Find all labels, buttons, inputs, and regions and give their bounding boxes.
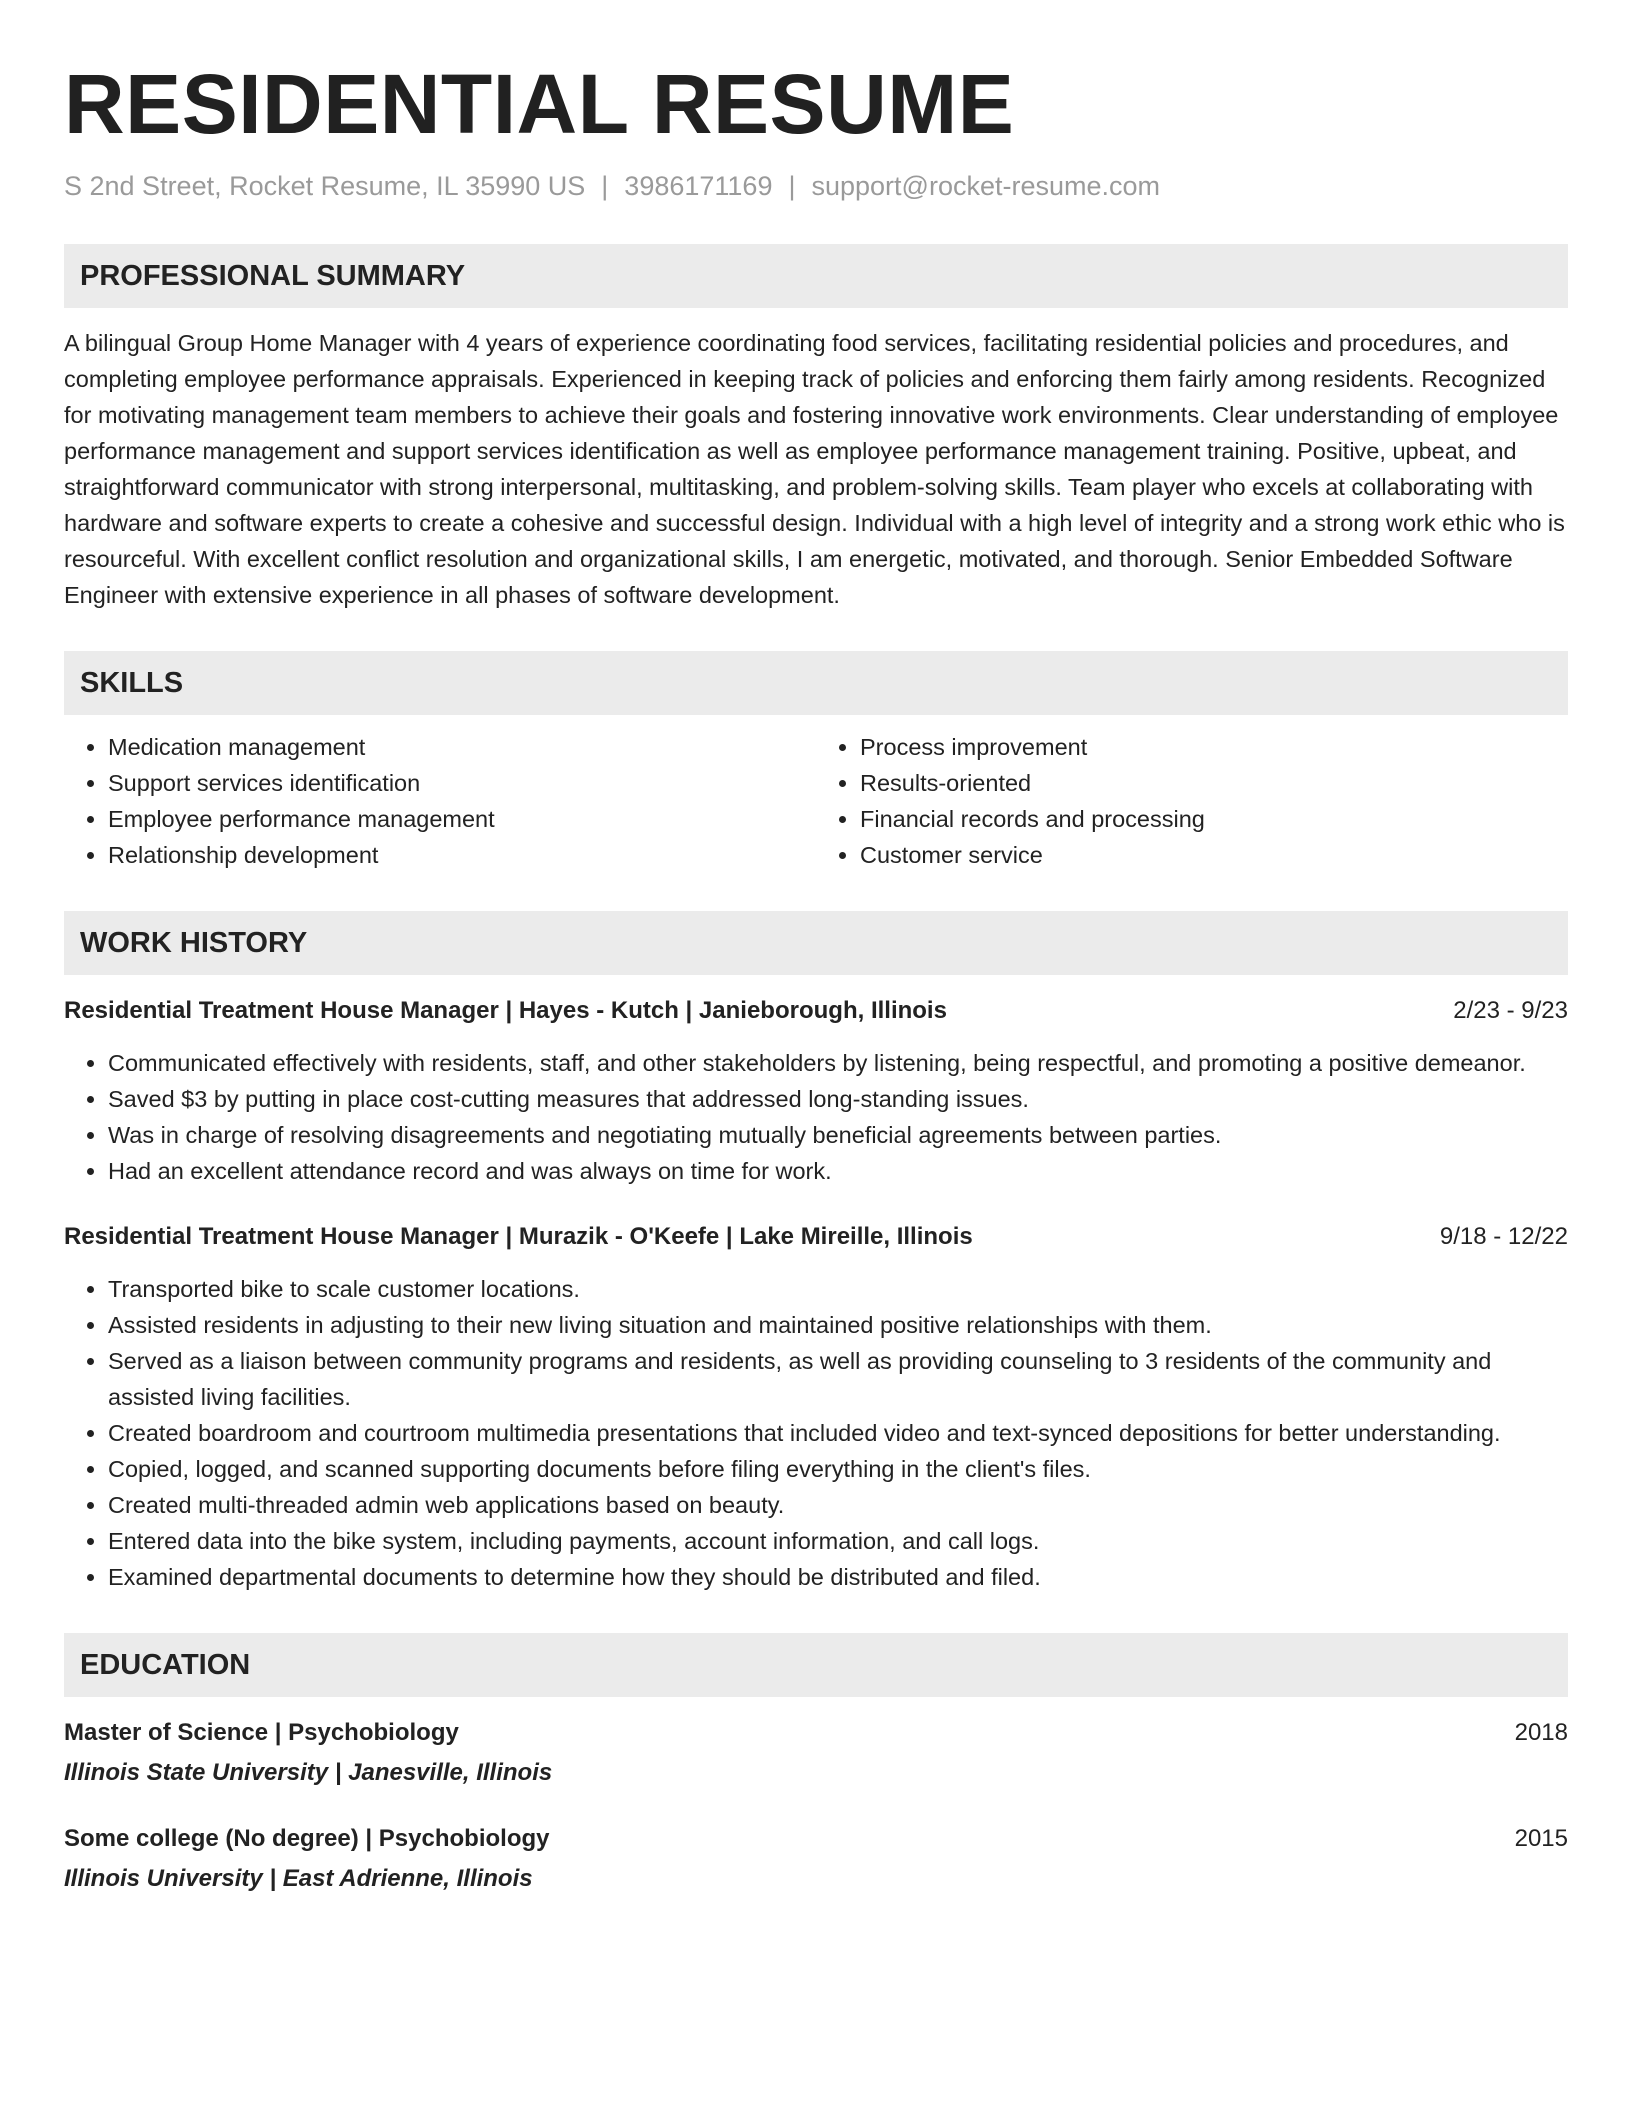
education-header	[64, 1821, 1568, 1857]
skill-item: • Results-oriented	[860, 765, 1568, 801]
education-heading: EDUCATION	[80, 1648, 251, 1681]
job-bullet: • Created boardroom and courtroom multimedia presentations that included video and text-synced depositions for better understanding.	[108, 1415, 1568, 1451]
skills-column-right	[816, 729, 1568, 873]
skill-item: • Support services identification	[108, 765, 816, 801]
job-bullet: • Assisted residents in adjusting to their new living situation and maintained positive relationships with them.	[108, 1307, 1568, 1343]
job-header	[64, 993, 1568, 1029]
job-header	[64, 1219, 1568, 1255]
resume-title: RESIDENTIAL RESUME	[64, 57, 1015, 151]
job-bullet: • Created multi-threaded admin web applications based on beauty.	[108, 1487, 1568, 1523]
job-bullet: • Copied, logged, and scanned supporting documents before filing everything in the client's files.	[108, 1451, 1568, 1487]
job-title: Residential Treatment House Manager | Murazik - O'Keefe | Lake Mireille, Illinois	[64, 1223, 973, 1250]
skill-item: • Financial records and processing	[860, 801, 1568, 837]
job-bullet: • Transported bike to scale customer locations.	[108, 1271, 1568, 1307]
skills-list	[64, 729, 1568, 873]
skill-item: • Relationship development	[108, 837, 816, 873]
education-degree: Some college (No degree) | Psychobiology	[64, 1825, 550, 1852]
education-year: 2015	[1514, 1825, 1568, 1852]
summary-section-header	[64, 244, 1568, 308]
job-entry	[64, 1219, 1568, 1595]
job-dates: 2/23 - 9/23	[1453, 997, 1568, 1024]
job-bullet: • Had an excellent attendance record and was always on time for work.	[108, 1153, 1568, 1189]
skill-item: • Process improvement	[860, 729, 1568, 765]
skill-item: • Medication management	[108, 729, 816, 765]
email-link[interactable]: support@rocket-resume.com	[811, 171, 1161, 201]
education-year: 2018	[1514, 1719, 1568, 1746]
education-school: Illinois State University | Janesville, Illinois	[64, 1759, 553, 1786]
job-bullet: • Saved $3 by putting in place cost-cutting measures that addressed long-standing issues.	[108, 1081, 1568, 1117]
job-bullet: • Entered data into the bike system, including payments, account information, and call logs.	[108, 1523, 1568, 1559]
education-degree: Master of Science | Psychobiology	[64, 1719, 459, 1746]
education-header	[64, 1715, 1568, 1751]
job-entry	[64, 993, 1568, 1189]
phone-text: 3986171169	[624, 171, 773, 201]
skills-section-header	[64, 651, 1568, 715]
job-bullets	[64, 1271, 1568, 1595]
education-section-header	[64, 1633, 1568, 1697]
address-text: S 2nd Street, Rocket Resume, IL 35990 US	[64, 171, 586, 201]
job-bullet: • Was in charge of resolving disagreements and negotiating mutually beneficial agreements between parties.	[108, 1117, 1568, 1153]
job-bullet: • Examined departmental documents to determine how they should be distributed and filed.	[108, 1559, 1568, 1595]
education-entry	[64, 1821, 1568, 1897]
education-school: Illinois University | East Adrienne, Illinois	[64, 1865, 533, 1892]
contact-separator: |	[788, 171, 796, 201]
skill-item: • Customer service	[860, 837, 1568, 873]
summary-text: A bilingual Group Home Manager with 4 years of experience coordinating food services, facilitating residential policies and procedures, and completing employee performance appraisals. Experienced in keeping track of policies and enforcing them fairly among residents. Recognized for motivating management team members to achieve their goals and fostering innovative work environments. Clear understanding of employee performance management and support services identification as well as employee performance management training. Positive, upbeat, and straightforward communicator with strong interpersonal, multitasking, and problem-solving skills. Team player who excels at collaborating with hardware and software experts to create a cohesive and successful design. Individual with a high level of integrity and a strong work ethic who is resourceful. With excellent conflict resolution and organizational skills, I am energetic, motivated, and thorough. Senior Embedded Software Engineer with extensive experience in all phases of software development.	[64, 330, 1565, 608]
job-dates: 9/18 - 12/22	[1439, 1223, 1568, 1250]
skills-column-left	[64, 729, 816, 873]
education-entry	[64, 1715, 1568, 1791]
job-bullets	[64, 1045, 1568, 1189]
skills-heading: SKILLS	[80, 666, 184, 699]
job-bullet: • Communicated effectively with residents, staff, and other stakeholders by listening, being respectful, and promoting a positive demeanor.	[108, 1045, 1568, 1081]
job-bullet: • Served as a liaison between community programs and residents, as well as providing counseling to 3 residents of the community and assisted living facilities.	[108, 1343, 1568, 1415]
work-heading: WORK HISTORY	[80, 926, 308, 959]
summary-heading: PROFESSIONAL SUMMARY	[80, 259, 466, 292]
contact-line	[64, 166, 1568, 206]
work-section-header	[64, 911, 1568, 975]
job-title: Residential Treatment House Manager | Hayes - Kutch | Janieborough, Illinois	[64, 997, 947, 1024]
contact-separator: |	[601, 171, 609, 201]
skill-item: • Employee performance management	[108, 801, 816, 837]
